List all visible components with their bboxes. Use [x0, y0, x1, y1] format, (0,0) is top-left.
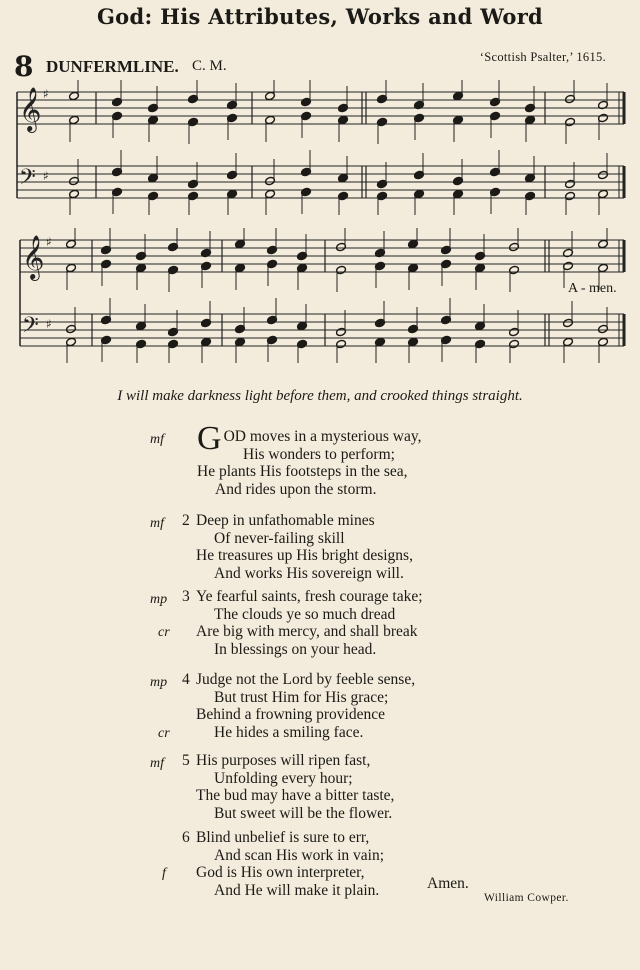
stanza-line — [196, 565, 413, 583]
stanza-line — [196, 864, 384, 882]
line-text: In blessings on your head. — [214, 641, 377, 659]
stanza-2 — [182, 512, 413, 583]
dynamic-marking: mf — [150, 432, 164, 447]
stanza-line — [182, 752, 394, 770]
line-text: Deep in unfathomable mines — [196, 512, 375, 529]
line-text: Unfolding every hour; — [214, 769, 353, 787]
line-text: The bud may have a bitter taste, — [196, 787, 395, 805]
stanza-line — [182, 829, 384, 847]
stanza-5 — [182, 752, 395, 823]
line-text: The clouds ye so much dread — [214, 605, 396, 623]
stanza-line — [182, 588, 423, 606]
stanza-4 — [182, 671, 416, 742]
stanza-line — [182, 671, 415, 689]
stanza-line — [196, 689, 415, 707]
key-sharp: ♯ — [46, 317, 52, 331]
line-text: And rides upon the storm. — [215, 481, 377, 499]
stanza-line — [196, 724, 415, 742]
line-text: He plants His footsteps in the sea, — [197, 463, 408, 481]
line-text: And He will make it plain. — [214, 882, 380, 900]
drop-cap: G — [197, 420, 222, 457]
music-score-system-2 — [0, 228, 640, 363]
line-text: And scan His work in vain; — [214, 846, 385, 864]
line-text: Of never-failing skill — [214, 529, 345, 547]
hymn-number: 8 — [14, 50, 34, 83]
dynamic-marking: mf — [150, 516, 164, 531]
author-credit: William Cowper. — [484, 892, 569, 904]
dynamic-marking: f — [162, 866, 166, 882]
tune-name: DUNFERMLINE. — [46, 57, 179, 76]
stanza-3 — [182, 588, 423, 659]
scripture-epigraph: I will make darkness light before them, and crooked things straight. — [117, 388, 523, 404]
tune-source: ‘Scottish Psalter,’ 1615. — [479, 50, 606, 64]
treble-clef: 𝄞 — [22, 235, 45, 279]
stanza-line — [182, 512, 413, 530]
bass-clef: 𝄢 — [22, 313, 39, 343]
music-score-system-1 — [0, 80, 640, 215]
line-text: Behind a frowning providence — [196, 706, 385, 724]
line-text: His purposes will ripen fast, — [196, 752, 371, 769]
stanza-1 — [197, 420, 422, 499]
dynamic-marking: mp — [150, 675, 168, 690]
stanza-line — [196, 770, 394, 788]
stanza-line — [196, 641, 423, 659]
key-sharp: ♯ — [43, 87, 49, 101]
line-text: But sweet will be the flower. — [214, 805, 393, 823]
stanza-line — [197, 481, 421, 499]
line-text: Blind unbelief is sure to err, — [196, 829, 370, 846]
line-text: But trust Him for His grace; — [214, 688, 389, 706]
key-sharp: ♯ — [46, 235, 52, 249]
stanza-line — [197, 446, 421, 464]
stanza-number: 2 — [182, 512, 190, 529]
line-text: God is His own interpreter, — [196, 864, 365, 882]
stanza-line — [196, 623, 423, 641]
dynamic-marking: mp — [150, 592, 168, 607]
line-text: His wonders to perform; — [243, 445, 395, 463]
line-text: Judge not the Lord by feeble sense, — [196, 671, 416, 688]
stanza-line — [196, 706, 415, 724]
line-text: Ye fearful saints, fresh courage take; — [196, 588, 423, 605]
dynamic-marking: cr — [158, 726, 170, 742]
amen-label: A - men. — [568, 281, 617, 296]
stanza-line — [196, 847, 384, 865]
dynamic-marking: mf — [150, 756, 164, 771]
meter: C. M. — [192, 58, 227, 74]
stanza-line — [196, 882, 384, 900]
stanza-line — [197, 463, 421, 481]
line-text: OD moves in a mysterious way, — [223, 428, 422, 445]
line-text: Are big with mercy, and shall break — [196, 623, 418, 641]
stanza-line — [196, 805, 394, 823]
line-text: And works His sovereign will. — [214, 565, 404, 583]
stanza-6 — [182, 829, 385, 900]
key-sharp: ♯ — [43, 169, 49, 183]
stanza-line — [196, 547, 413, 565]
stanza-number: 5 — [182, 752, 190, 769]
line-text: He treasures up His bright designs, — [196, 547, 413, 565]
stanza-number: 6 — [182, 829, 190, 846]
page-header-title: God: His Attributes, Works and Word — [96, 4, 544, 29]
stanza-line — [196, 530, 413, 548]
amen-ending: Amen. — [427, 875, 469, 892]
stanza-number: 4 — [182, 671, 190, 688]
stanza-line — [196, 606, 423, 624]
stanza-line — [196, 787, 394, 805]
dynamic-marking: cr — [158, 625, 170, 641]
line-text: He hides a smiling face. — [214, 724, 364, 742]
stanza-number: 3 — [182, 588, 190, 605]
treble-clef: 𝄞 — [19, 87, 42, 131]
bass-clef: 𝄢 — [19, 165, 36, 195]
